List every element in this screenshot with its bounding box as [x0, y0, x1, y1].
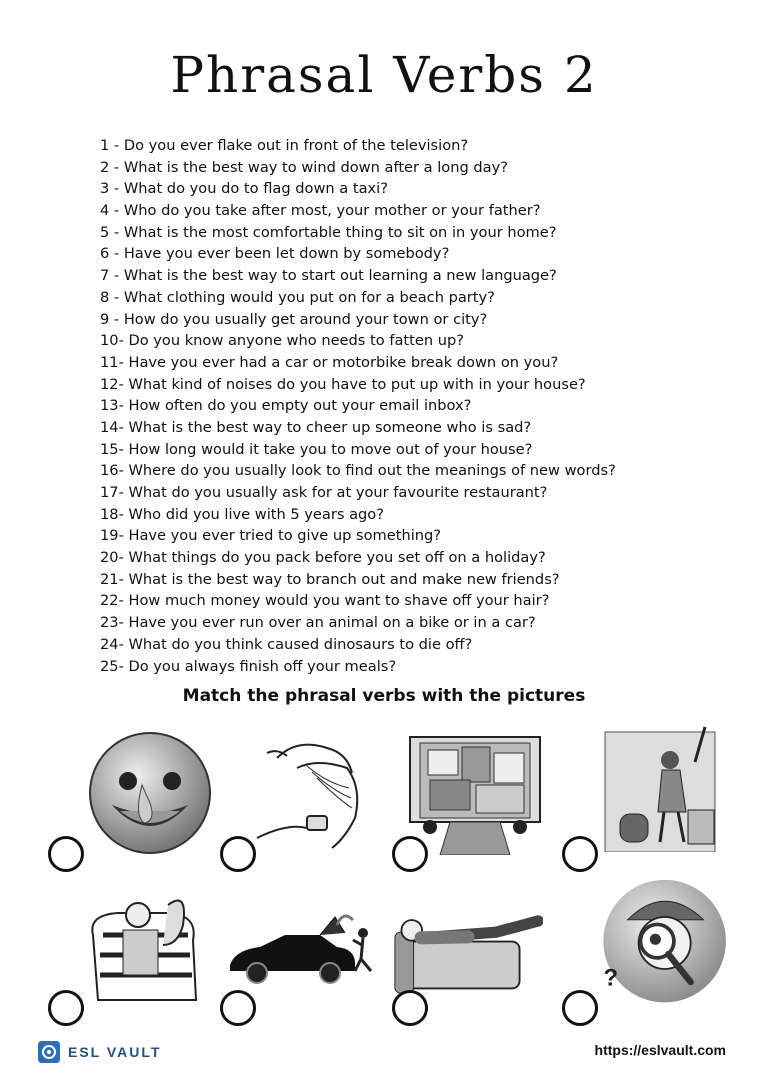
list-item: 10- Do you know anyone who needs to fatten up? [100, 332, 464, 350]
svg-text:?: ? [603, 964, 619, 992]
answer-circle[interactable] [562, 990, 598, 1026]
list-item: 2 - What is the best way to wind down after a long day? [100, 158, 508, 176]
list-item: 22- How much money would you want to shave off your hair? [100, 592, 550, 610]
list-item: 9 - How do you usually get around your town or city? [100, 310, 488, 328]
answer-circle[interactable] [48, 990, 84, 1026]
crying-laughing-emoji-icon [72, 725, 222, 855]
man-in-armchair-icon [78, 885, 228, 1015]
list-item: 15- How long would it take you to move out of your house? [100, 440, 533, 458]
list-item: 21- What is the best way to branch out and make new friends? [100, 570, 560, 588]
answer-circle[interactable] [220, 836, 256, 872]
list-item: 8 - What clothing would you put on for a beach party? [100, 288, 495, 306]
list-item: 12- What kind of noises do you have to put up with in your house? [100, 375, 586, 393]
list-item: 20- What things do you pack before you set off on a holiday? [100, 549, 546, 567]
moving-truck-icon [400, 725, 550, 855]
answer-circle[interactable] [220, 990, 256, 1026]
list-item: 3 - What do you do to flag down a taxi? [100, 180, 388, 198]
footer-logo[interactable] [38, 1040, 161, 1064]
list-item: 24- What do you think caused dinosaurs to die off? [100, 635, 473, 653]
answer-circle[interactable] [562, 836, 598, 872]
shaving-head-icon [237, 728, 387, 858]
page-title: Phrasal Verbs 2 [170, 46, 598, 104]
list-item: 6 - Have you ever been let down by somebody? [100, 245, 450, 263]
woman-with-luggage-icon [600, 722, 750, 852]
list-item: 16- Where do you usually look to find out the meanings of new words? [100, 462, 616, 480]
answer-circle[interactable] [392, 990, 428, 1026]
list-item: 13- How often do you empty out your email inbox? [100, 397, 472, 415]
list-item: 17- What do you usually ask for at your favourite restaurant? [100, 484, 548, 501]
list-item: 14- What is the best way to cheer up someone who is sad? [100, 418, 532, 436]
list-item: 5 - What is the most comfortable thing to sit on in your home? [100, 223, 557, 241]
list-item: 25- Do you always finish off your meals? [100, 657, 397, 675]
list-item: 7 - What is the best way to start out learning a new language? [100, 267, 557, 285]
instruction-text: Match the phrasal verbs with the pictures [182, 686, 586, 706]
list-item: 11- Have you ever had a car or motorbike break down on you? [100, 353, 559, 371]
footer-url-link[interactable]: https://eslvault.com [594, 1042, 726, 1058]
answer-circle[interactable] [48, 836, 84, 872]
question-list [100, 135, 740, 677]
list-item: 23- Have you ever run over an animal on a bike or in a car? [100, 614, 536, 632]
list-item: 19- Have you ever tried to give up something? [100, 527, 442, 545]
vault-logo-icon [38, 1041, 60, 1063]
list-item: 18- Who did you live with 5 years ago? [100, 505, 384, 523]
logo-text: ESL VAULT [68, 1044, 162, 1060]
list-item: 1 - Do you ever flake out in front of the television? [100, 137, 469, 154]
detective-magnifier-icon [585, 878, 735, 1008]
answer-circle[interactable] [392, 836, 428, 872]
list-item: 4 - Who do you take after most, your mother or your father? [100, 202, 541, 220]
